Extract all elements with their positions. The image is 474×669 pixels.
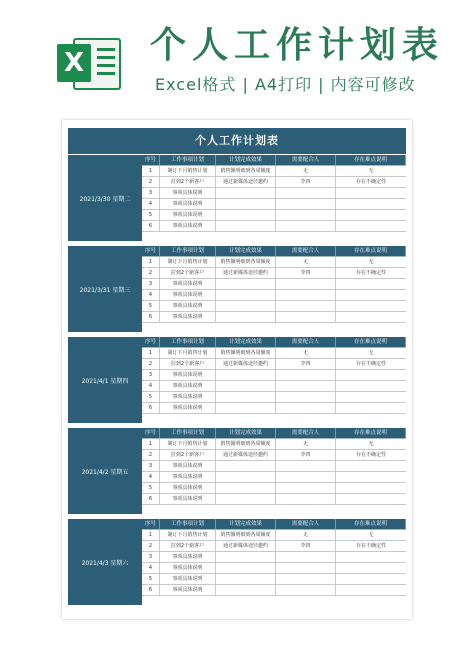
cell-col-task[interactable]: 制订下月销售计划 bbox=[160, 439, 216, 449]
table-row bbox=[142, 188, 406, 199]
cell-col-helper[interactable]: 李四 bbox=[276, 359, 336, 369]
cell-col-helper[interactable]: 李四 bbox=[276, 177, 336, 187]
cell-col-effect[interactable] bbox=[216, 392, 276, 402]
day-table bbox=[142, 155, 406, 232]
cell-col-difficulty[interactable] bbox=[336, 312, 406, 322]
cell-col-task[interactable]: 拉到2个新客户 bbox=[160, 450, 216, 460]
table-row bbox=[142, 279, 406, 290]
header-col-difficulty: 存在难点说明 bbox=[336, 519, 406, 529]
banner-title: 个人工作计划表 bbox=[150, 25, 445, 66]
cell-col-helper[interactable] bbox=[276, 461, 336, 471]
table-row bbox=[142, 301, 406, 312]
header-col-helper: 需要配合人 bbox=[276, 246, 336, 256]
cell-col-difficulty[interactable]: 无 bbox=[368, 532, 374, 538]
day-table bbox=[142, 337, 406, 414]
cell-col-effect[interactable] bbox=[216, 381, 276, 391]
cell-col-effect[interactable] bbox=[216, 585, 276, 595]
table-row bbox=[142, 370, 406, 381]
cell-col-effect[interactable]: 销售额明细到各周额度 bbox=[216, 257, 276, 267]
table-row bbox=[142, 210, 406, 221]
cell-col-effect[interactable] bbox=[216, 472, 276, 482]
table-row bbox=[142, 312, 406, 323]
sheet-title: 个人工作计划表 bbox=[68, 128, 406, 154]
cell-col-index[interactable]: 2 bbox=[142, 268, 160, 278]
header-col-helper: 需要配合人 bbox=[276, 155, 336, 165]
table-header-row bbox=[142, 519, 406, 530]
header-col-effect: 计划完成效果 bbox=[216, 337, 276, 347]
cell-col-helper[interactable] bbox=[276, 403, 336, 413]
cell-col-effect[interactable]: 销售额明细到各周额度 bbox=[216, 348, 276, 358]
cell-col-effect[interactable] bbox=[216, 494, 276, 504]
cell-col-index[interactable]: 3 bbox=[142, 279, 160, 289]
cell-col-task[interactable]: 拉到2个新客户 bbox=[160, 541, 216, 551]
cell-col-index[interactable]: 6 bbox=[142, 494, 160, 504]
cell-col-difficulty[interactable] bbox=[336, 210, 406, 220]
table-row bbox=[142, 290, 406, 301]
header-col-difficulty: 存在难点说明 bbox=[336, 337, 406, 347]
cell-col-effect[interactable] bbox=[216, 188, 276, 198]
cell-col-index[interactable]: 2 bbox=[142, 359, 160, 369]
header-col-task: 工作事项计划 bbox=[160, 155, 216, 165]
cell-col-index[interactable]: 4 bbox=[142, 381, 160, 391]
table-header-row bbox=[142, 428, 406, 439]
cell-col-difficulty[interactable] bbox=[336, 199, 406, 209]
cell-col-helper[interactable] bbox=[276, 221, 336, 231]
cell-col-effect[interactable] bbox=[216, 279, 276, 289]
cell-col-difficulty[interactable]: 无 bbox=[368, 259, 374, 265]
cell-col-task[interactable]: 事项具体说明 bbox=[160, 472, 216, 482]
cell-col-task[interactable]: 事项具体说明 bbox=[160, 312, 216, 322]
cell-col-task[interactable]: 事项具体说明 bbox=[160, 210, 216, 220]
cell-col-index[interactable]: 4 bbox=[142, 563, 160, 573]
cell-col-effect[interactable]: 通过新媒体途径邀约 bbox=[216, 359, 276, 369]
table-row bbox=[142, 199, 406, 210]
cell-col-index[interactable]: 1 bbox=[142, 530, 160, 540]
date-cell: 2021/3/30 星期二 bbox=[68, 155, 142, 241]
cell-col-difficulty[interactable]: 无 bbox=[368, 350, 374, 356]
cell-col-helper[interactable]: 无 bbox=[276, 348, 336, 358]
banner-subtitle: Excel格式 | A4打印 | 内容可修改 bbox=[155, 75, 416, 94]
table-row bbox=[142, 450, 406, 461]
cell-col-helper[interactable] bbox=[276, 188, 336, 198]
table-row bbox=[142, 359, 406, 370]
cell-col-difficulty[interactable] bbox=[336, 483, 406, 493]
table-row bbox=[142, 403, 406, 414]
cell-col-task[interactable]: 事项具体说明 bbox=[160, 585, 216, 595]
cell-col-task[interactable]: 事项具体说明 bbox=[160, 483, 216, 493]
header-col-effect: 计划完成效果 bbox=[216, 155, 276, 165]
cell-col-helper[interactable] bbox=[276, 392, 336, 402]
cell-col-difficulty[interactable]: 无 bbox=[368, 441, 374, 447]
cell-col-index[interactable]: 1 bbox=[142, 348, 160, 358]
cell-col-helper[interactable] bbox=[276, 210, 336, 220]
cell-col-task[interactable]: 拉到2个新客户 bbox=[160, 359, 216, 369]
day-table bbox=[142, 246, 406, 323]
cell-col-difficulty[interactable] bbox=[336, 301, 406, 311]
cell-col-index[interactable]: 6 bbox=[142, 221, 160, 231]
cell-col-task[interactable]: 事项具体说明 bbox=[160, 574, 216, 584]
plan-sheet bbox=[62, 120, 412, 619]
table-row bbox=[142, 177, 406, 188]
cell-col-effect[interactable] bbox=[216, 221, 276, 231]
cell-col-index[interactable]: 6 bbox=[142, 312, 160, 322]
cell-col-index[interactable]: 3 bbox=[142, 461, 160, 471]
cell-col-effect[interactable]: 通过新媒体途径邀约 bbox=[216, 541, 276, 551]
cell-col-difficulty[interactable] bbox=[336, 221, 406, 231]
cell-col-helper[interactable] bbox=[276, 290, 336, 300]
cell-col-difficulty[interactable] bbox=[336, 574, 406, 584]
cell-col-effect[interactable] bbox=[216, 370, 276, 380]
header-col-index: 序号 bbox=[142, 337, 160, 347]
cell-col-helper[interactable]: 无 bbox=[276, 257, 336, 267]
table-row bbox=[142, 166, 406, 177]
cell-col-task[interactable]: 事项具体说明 bbox=[160, 403, 216, 413]
cell-col-difficulty[interactable] bbox=[336, 585, 406, 595]
cell-col-difficulty[interactable] bbox=[336, 403, 406, 413]
cell-col-helper[interactable] bbox=[276, 301, 336, 311]
header-col-difficulty: 存在难点说明 bbox=[336, 428, 406, 438]
cell-col-difficulty[interactable] bbox=[336, 188, 406, 198]
cell-col-task[interactable]: 拉到2个新客户 bbox=[160, 177, 216, 187]
excel-icon bbox=[57, 34, 121, 90]
cell-col-difficulty[interactable]: 无 bbox=[368, 168, 374, 174]
cell-col-helper[interactable] bbox=[276, 312, 336, 322]
cell-col-task[interactable]: 制订下月销售计划 bbox=[160, 530, 216, 540]
table-row bbox=[142, 392, 406, 403]
cell-col-task[interactable]: 事项具体说明 bbox=[160, 279, 216, 289]
cell-col-index[interactable]: 4 bbox=[142, 199, 160, 209]
cell-col-task[interactable]: 事项具体说明 bbox=[160, 221, 216, 231]
cell-col-index[interactable]: 5 bbox=[142, 392, 160, 402]
cell-col-effect[interactable] bbox=[216, 563, 276, 573]
cell-col-difficulty[interactable] bbox=[336, 461, 406, 471]
header-col-effect: 计划完成效果 bbox=[216, 428, 276, 438]
cell-col-index[interactable]: 3 bbox=[142, 188, 160, 198]
cell-col-difficulty[interactable] bbox=[336, 279, 406, 289]
cell-col-difficulty[interactable]: 存在不确定性 bbox=[355, 270, 386, 276]
cell-col-effect[interactable] bbox=[216, 483, 276, 493]
cell-col-index[interactable]: 6 bbox=[142, 403, 160, 413]
cell-col-index[interactable]: 1 bbox=[142, 166, 160, 176]
header-col-index: 序号 bbox=[142, 246, 160, 256]
cell-col-helper[interactable]: 无 bbox=[276, 439, 336, 449]
table-row bbox=[142, 461, 406, 472]
cell-col-difficulty[interactable] bbox=[336, 552, 406, 562]
cell-col-helper[interactable]: 无 bbox=[276, 166, 336, 176]
cell-col-task[interactable]: 事项具体说明 bbox=[160, 494, 216, 504]
cell-col-index[interactable]: 4 bbox=[142, 290, 160, 300]
cell-col-index[interactable]: 5 bbox=[142, 301, 160, 311]
cell-col-difficulty[interactable] bbox=[336, 370, 406, 380]
cell-col-difficulty[interactable]: 存在不确定性 bbox=[355, 543, 386, 549]
cell-col-effect[interactable] bbox=[216, 461, 276, 471]
cell-col-effect[interactable] bbox=[216, 312, 276, 322]
header-col-task: 工作事项计划 bbox=[160, 519, 216, 529]
table-row bbox=[142, 585, 406, 596]
cell-col-task[interactable]: 事项具体说明 bbox=[160, 301, 216, 311]
cell-col-helper[interactable] bbox=[276, 494, 336, 504]
cell-col-task[interactable]: 制订下月销售计划 bbox=[160, 257, 216, 267]
date-cell: 2021/4/1 星期四 bbox=[68, 337, 142, 423]
cell-col-helper[interactable] bbox=[276, 574, 336, 584]
table-row bbox=[142, 574, 406, 585]
cell-col-index[interactable]: 3 bbox=[142, 552, 160, 562]
cell-col-effect[interactable] bbox=[216, 290, 276, 300]
header-col-effect: 计划完成效果 bbox=[216, 246, 276, 256]
table-row bbox=[142, 348, 406, 359]
table-row bbox=[142, 221, 406, 232]
header-col-task: 工作事项计划 bbox=[160, 246, 216, 256]
table-row bbox=[142, 381, 406, 392]
table-row bbox=[142, 552, 406, 563]
cell-col-index[interactable]: 2 bbox=[142, 450, 160, 460]
cell-col-task[interactable]: 事项具体说明 bbox=[160, 381, 216, 391]
cell-col-index[interactable]: 6 bbox=[142, 585, 160, 595]
banner bbox=[0, 0, 474, 118]
table-row bbox=[142, 268, 406, 279]
day-table bbox=[142, 428, 406, 505]
header-col-helper: 需要配合人 bbox=[276, 519, 336, 529]
date-cell: 2021/4/2 星期五 bbox=[68, 428, 142, 514]
cell-col-effect[interactable]: 销售额明细到各周额度 bbox=[216, 439, 276, 449]
cell-col-difficulty[interactable]: 存在不确定性 bbox=[355, 361, 386, 367]
cell-col-effect[interactable]: 通过新媒体途径邀约 bbox=[216, 450, 276, 460]
cell-col-effect[interactable] bbox=[216, 199, 276, 209]
cell-col-index[interactable]: 1 bbox=[142, 257, 160, 267]
cell-col-index[interactable]: 5 bbox=[142, 210, 160, 220]
cell-col-effect[interactable] bbox=[216, 574, 276, 584]
date-cell: 2021/4/3 星期六 bbox=[68, 519, 142, 605]
cell-col-helper[interactable]: 李四 bbox=[276, 450, 336, 460]
header-col-index: 序号 bbox=[142, 428, 160, 438]
cell-col-difficulty[interactable] bbox=[336, 290, 406, 300]
cell-col-index[interactable]: 2 bbox=[142, 541, 160, 551]
excel-x-mark: X bbox=[57, 44, 91, 82]
cell-col-task[interactable]: 事项具体说明 bbox=[160, 199, 216, 209]
day-table bbox=[142, 519, 406, 596]
cell-col-helper[interactable] bbox=[276, 381, 336, 391]
cell-col-helper[interactable] bbox=[276, 370, 336, 380]
header-col-task: 工作事项计划 bbox=[160, 337, 216, 347]
cell-col-difficulty[interactable] bbox=[336, 472, 406, 482]
header-col-helper: 需要配合人 bbox=[276, 337, 336, 347]
header-col-difficulty: 存在难点说明 bbox=[336, 246, 406, 256]
cell-col-effect[interactable] bbox=[216, 552, 276, 562]
cell-col-index[interactable]: 5 bbox=[142, 483, 160, 493]
day-block bbox=[68, 428, 406, 514]
cell-col-index[interactable]: 3 bbox=[142, 370, 160, 380]
cell-col-helper[interactable]: 李四 bbox=[276, 541, 336, 551]
day-block bbox=[68, 519, 406, 605]
day-block bbox=[68, 337, 406, 423]
header-col-helper: 需要配合人 bbox=[276, 428, 336, 438]
cell-col-index[interactable]: 4 bbox=[142, 472, 160, 482]
cell-col-helper[interactable] bbox=[276, 563, 336, 573]
cell-col-task[interactable]: 拉到2个新客户 bbox=[160, 268, 216, 278]
table-row bbox=[142, 494, 406, 505]
cell-col-task[interactable]: 制订下月销售计划 bbox=[160, 348, 216, 358]
table-row bbox=[142, 257, 406, 268]
cell-col-task[interactable]: 事项具体说明 bbox=[160, 563, 216, 573]
cell-col-difficulty[interactable]: 存在不确定性 bbox=[355, 452, 386, 458]
table-header-row bbox=[142, 337, 406, 348]
header-col-index: 序号 bbox=[142, 519, 160, 529]
cell-col-helper[interactable] bbox=[276, 279, 336, 289]
header-col-task: 工作事项计划 bbox=[160, 428, 216, 438]
cell-col-effect[interactable]: 销售额明细到各周额度 bbox=[216, 166, 276, 176]
table-header-row bbox=[142, 246, 406, 257]
cell-col-effect[interactable]: 通过新媒体途径邀约 bbox=[216, 177, 276, 187]
cell-col-task[interactable]: 事项具体说明 bbox=[160, 188, 216, 198]
cell-col-effect[interactable] bbox=[216, 210, 276, 220]
cell-col-helper[interactable]: 李四 bbox=[276, 268, 336, 278]
cell-col-difficulty[interactable]: 存在不确定性 bbox=[355, 179, 386, 185]
header-col-difficulty: 存在难点说明 bbox=[336, 155, 406, 165]
cell-col-effect[interactable] bbox=[216, 403, 276, 413]
cell-col-index[interactable]: 5 bbox=[142, 574, 160, 584]
cell-col-task[interactable]: 事项具体说明 bbox=[160, 290, 216, 300]
header-col-index: 序号 bbox=[142, 155, 160, 165]
table-row bbox=[142, 483, 406, 494]
cell-col-helper[interactable] bbox=[276, 552, 336, 562]
cell-col-helper[interactable] bbox=[276, 199, 336, 209]
day-block bbox=[68, 155, 406, 241]
cell-col-effect[interactable]: 销售额明细到各周额度 bbox=[216, 530, 276, 540]
cell-col-difficulty[interactable] bbox=[336, 392, 406, 402]
cell-col-helper[interactable] bbox=[276, 472, 336, 482]
cell-col-index[interactable]: 2 bbox=[142, 177, 160, 187]
cell-col-task[interactable]: 事项具体说明 bbox=[160, 552, 216, 562]
cell-col-task[interactable]: 事项具体说明 bbox=[160, 461, 216, 471]
cell-col-task[interactable]: 制订下月销售计划 bbox=[160, 166, 216, 176]
table-row bbox=[142, 563, 406, 574]
cell-col-index[interactable]: 1 bbox=[142, 439, 160, 449]
cell-col-task[interactable]: 事项具体说明 bbox=[160, 370, 216, 380]
cell-col-helper[interactable] bbox=[276, 483, 336, 493]
cell-col-difficulty[interactable] bbox=[336, 494, 406, 504]
cell-col-helper[interactable] bbox=[276, 585, 336, 595]
table-row bbox=[142, 530, 406, 541]
table-row bbox=[142, 541, 406, 552]
header-col-effect: 计划完成效果 bbox=[216, 519, 276, 529]
table-row bbox=[142, 439, 406, 450]
cell-col-effect[interactable]: 通过新媒体途径邀约 bbox=[216, 268, 276, 278]
date-cell: 2021/3/31 星期三 bbox=[68, 246, 142, 332]
cell-col-helper[interactable]: 无 bbox=[276, 530, 336, 540]
cell-col-difficulty[interactable] bbox=[336, 563, 406, 573]
cell-col-effect[interactable] bbox=[216, 301, 276, 311]
table-row bbox=[142, 472, 406, 483]
cell-col-difficulty[interactable] bbox=[336, 381, 406, 391]
day-block bbox=[68, 246, 406, 332]
table-header-row bbox=[142, 155, 406, 166]
cell-col-task[interactable]: 事项具体说明 bbox=[160, 392, 216, 402]
